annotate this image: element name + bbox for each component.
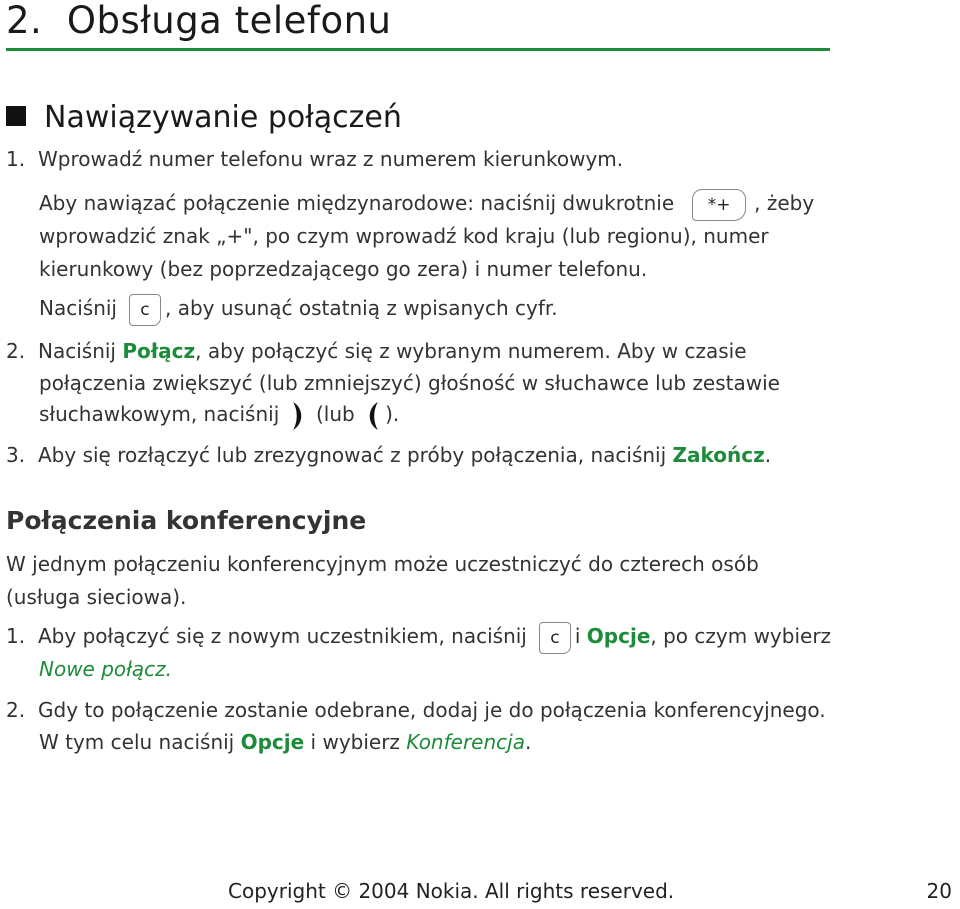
- menu-option-new-call: Nowe połącz.: [39, 657, 172, 681]
- conference-step-1-line-2: [39, 653, 172, 686]
- call-softkey-label: Połącz: [122, 339, 196, 363]
- volume-down-key-icon: [365, 400, 381, 432]
- calls-step-2-line-1: 2. Naciśnij Połącz, aby połączyć się z wybranym numerem. Aby w czasie: [6, 339, 747, 363]
- end-softkey-label: Zakończ: [672, 443, 765, 467]
- footer-copyright: Copyright © 2004 Nokia. All rights reserved.: [228, 879, 675, 903]
- conference-intro-line-1: W jednym połączeniu konferencyjnym może uczestniczyć do czterech osób: [6, 552, 759, 576]
- clear-digit-line: Naciśnij c , aby usunąć ostatnią z wpisanych cyfr.: [39, 292, 558, 326]
- clear-key-icon: c: [539, 622, 571, 654]
- page-number: 20: [926, 879, 952, 903]
- star-key-icon: *+: [692, 189, 746, 221]
- calls-step-3: 3. Aby się rozłączyć lub zrezygnować z próby połączenia, naciśnij Zakończ.: [6, 443, 772, 467]
- step-number: 1.: [6, 147, 26, 171]
- menu-option-conference: Konferencja: [406, 730, 525, 754]
- calls-step-1: [6, 143, 623, 176]
- chapter-rule: [6, 48, 830, 51]
- step-text: Wprowadź numer telefonu wraz z numerem kierunkowym.: [38, 147, 624, 171]
- intl-dial-line-1: Aby nawiązać połączenie międzynarodowe: naciśnij dwukrotnie *+ , żeby: [39, 187, 814, 221]
- intl-dial-line-3: kierunkowy (bez poprzedzającego go zera) i numer telefonu.: [39, 257, 648, 281]
- conference-step-2-line-1: 2. Gdy to połączenie zostanie odebrane, dodaj je do połączenia konferencyjnego.: [6, 698, 826, 722]
- chapter-number: 2.: [6, 0, 43, 42]
- black-square-icon: [6, 106, 26, 126]
- options-softkey-label: Opcje: [586, 624, 651, 648]
- section-title-conference: Połączenia konferencyjne: [6, 506, 367, 535]
- chapter-title: [6, 0, 392, 42]
- calls-step-2-line-2: połączenia zwiększyć (lub zmniejszyć) głośność w słuchawce lub zestawie: [39, 371, 780, 395]
- chapter-title-text: Obsługa telefonu: [66, 0, 392, 42]
- clear-key-icon: c: [129, 294, 161, 326]
- conference-step-1-line-1: 1. Aby połączyć się z nowym uczestnikiem, naciśnij c i Opcje, po czym wybierz: [6, 620, 831, 654]
- intl-dial-line-2: wprowadzić znak „+", po czym wprowadź kod kraju (lub regionu), numer: [39, 224, 769, 248]
- section-title-text: Nawiązywanie połączeń: [44, 100, 402, 135]
- conference-step-2-line-2: W tym celu naciśnij Opcje i wybierz Konferencja.: [39, 730, 532, 754]
- calls-step-2-line-3: słuchawkowym, naciśnij (lub ).: [39, 398, 399, 432]
- options-softkey-label: Opcje: [240, 730, 305, 754]
- volume-up-key-icon: [290, 400, 306, 432]
- conference-intro-line-2: (usługa sieciowa).: [6, 585, 187, 609]
- section-title-calls: [6, 98, 402, 138]
